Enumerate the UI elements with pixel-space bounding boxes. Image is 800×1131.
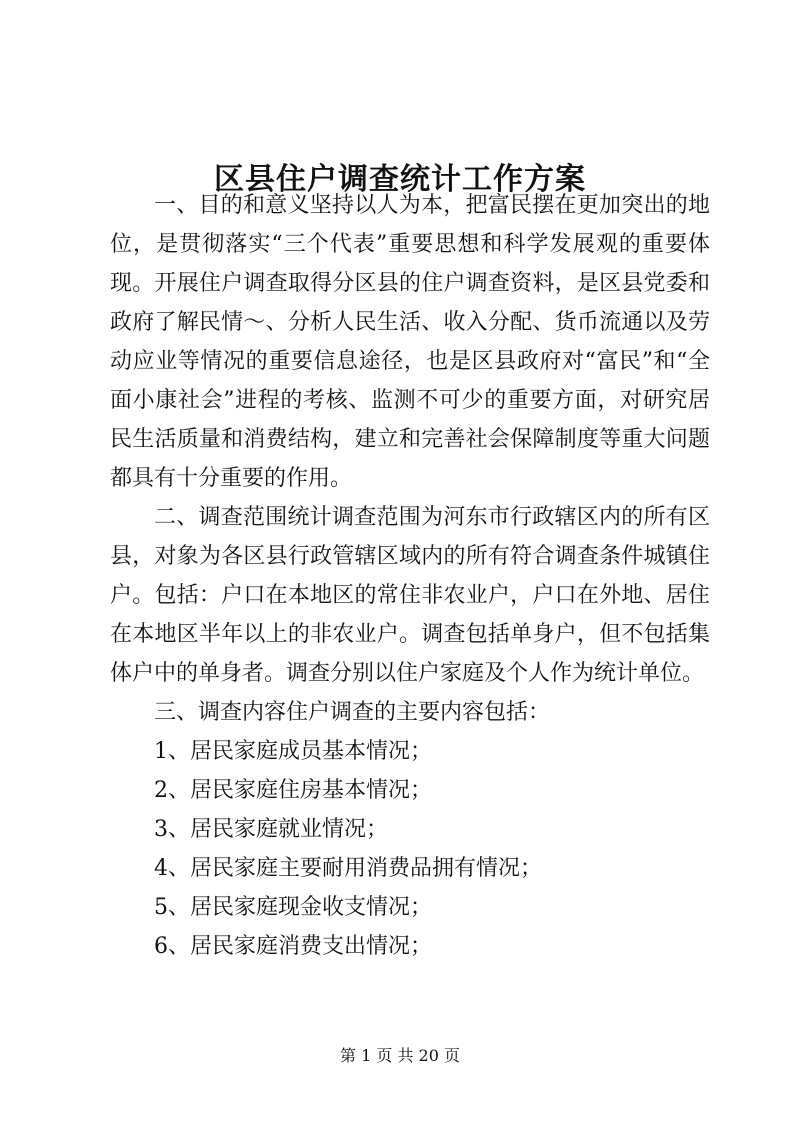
list-item: 3、居民家庭就业情况； (154, 817, 388, 842)
list-item: 6、居民家庭消费支出情况； (154, 934, 432, 959)
list-item: 5、居民家庭现金收支情况； (154, 895, 432, 920)
page-number-footer: 第 1 页 共 20 页 (340, 1046, 460, 1065)
list-item: 4、居民家庭主要耐用消费品拥有情况； (154, 856, 542, 881)
paragraph-scope: 二、调查范围统计调查范围为河东市行政辖区内的所有区县，对象为各区县行政管辖区域内的所有符合调查条件城镇住户。包括：户口在本地区的常住非农业户，户口在外地、居住在本地区半年以上的非农业户。调查包括单身户，但不包括集体户中的单身者。调查分别以住户家庭及个人作为统计单位。 (110, 505, 710, 686)
paragraph-purpose: 一、目的和意义坚持以人为本，把富民摆在更加突出的地位，是贯彻落实“三个代表”重要思想和科学发展观的重要体现。开展住户调查取得分区县的住户调查资料，是区县党委和政府了解民情～、分析人民生活、收入分配、货币流通以及劳动应业等情况的重要信息途径，也是区县政府对“富民”和“全面小康社会”进程的考核、监测不可少的重要方面，对研究居民生活质量和消费结构，建立和完善社会保障制度等重大问题都具有十分重要的作用。 (110, 193, 710, 491)
document-body (110, 186, 710, 966)
list-item: 2、居民家庭住房基本情况； (154, 778, 432, 803)
paragraph-content-intro: 三、调查内容住户调查的主要内容包括： (154, 700, 551, 725)
list-item: 1、居民家庭成员基本情况； (154, 739, 432, 764)
document-title: 区县住户调查统计工作方案 (214, 162, 586, 198)
